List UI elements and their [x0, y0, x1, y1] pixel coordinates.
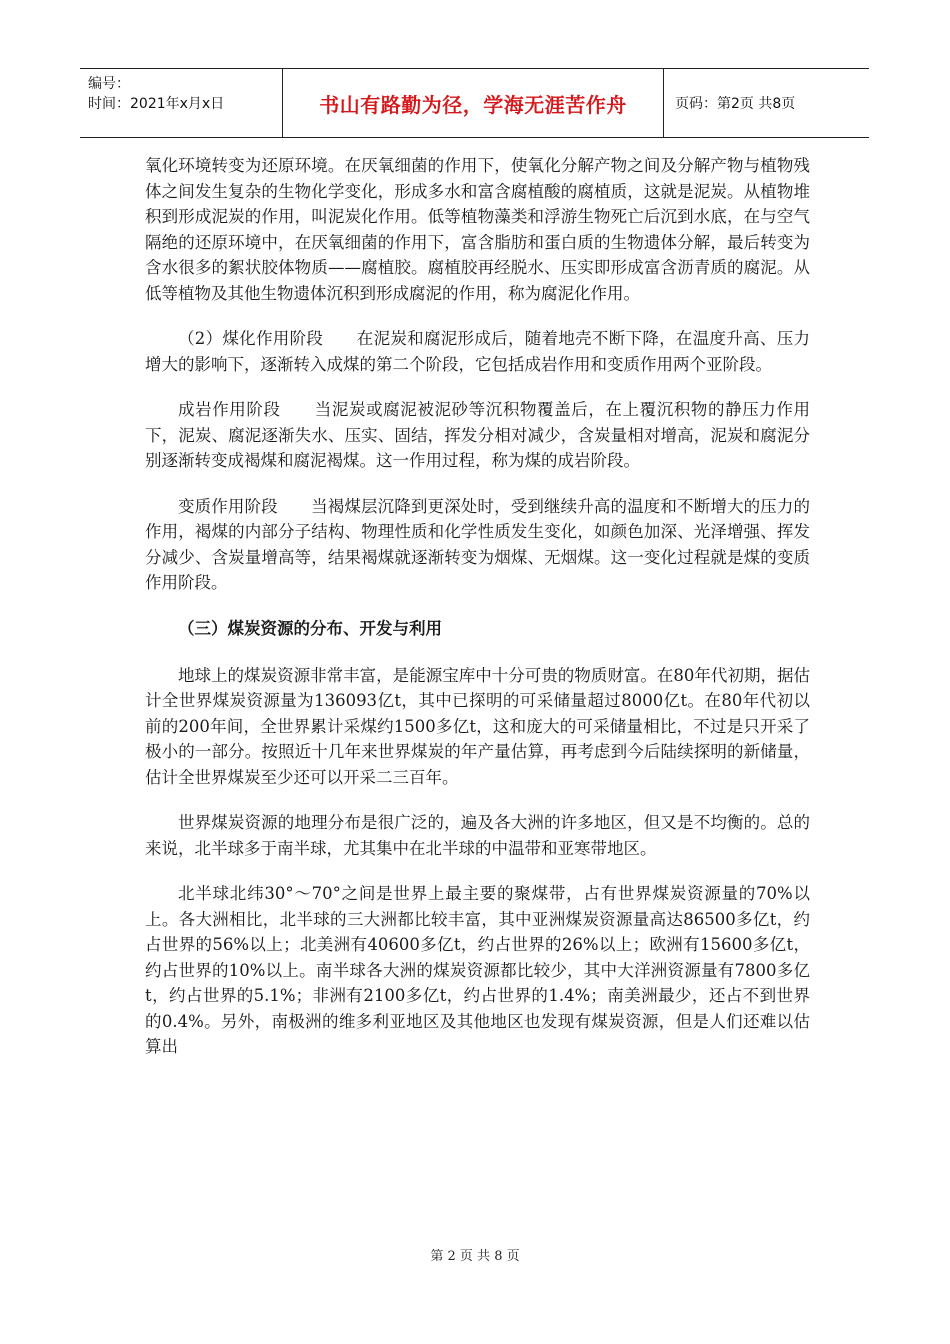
paragraph-metamorphism: 变质作用阶段 当褐煤层沉降到更深处时，受到继续升高的温度和不断增大的压力的作用，褐煤的内部分子结构、物理性质和化学性质发生变化，如颜色加深、光泽增强、挥发分减少、含炭量增高等，结果褐煤就逐渐转变为烟煤、无烟煤。这一变化过程就是煤的变质作用阶段。 — [145, 496, 810, 592]
paragraph-resources: 地球上的煤炭资源非常丰富，是能源宝库中十分可贵的物质财富。在80年代初期，据估计全世界煤炭资源量为136093亿t，其中已探明的可采储量超过8000亿t。在80年代初以前的200年间，全世界累计采煤约1500多亿t，这和庞大的可采储量相比，不过是只开采了极小的一部分。按照近十几年来世界煤炭的年产量估算，再考虑到今后陆续探明的新储量，估计全世界煤炭至少还可以开采二三百年。 — [145, 665, 810, 787]
paragraph-distribution: 世界煤炭资源的地理分布是很广泛的，遍及各大洲的许多地区，但又是不均衡的。总的来说，北半球多于南半球，尤其集中在北半球的中温带和亚寒带地区。 — [145, 813, 810, 858]
paragraph-northern-belt: 北半球北纬30°～70°之间是世界上最主要的聚煤带，占有世界煤炭资源量的70%以上。各大洲相比，北半球的三大洲都比较丰富，其中亚洲煤炭资源量高达86500多亿t，约占世界的56%以上；北美洲有40600多亿t，约占世界的26%以上；欧洲有15600多亿t，约占世界的10%以上。南半球各大洲的煤炭资源都比较少，其中大洋洲资源量有7800多亿t，约占世界的5.1%；非洲有2100多亿t，约占世界的1.4%；南美洲最少，还占不到世界的0.4%。另外，南极洲的维多利亚地区及其他地区也发现有煤炭资源，但是人们还难以估算出 — [145, 884, 810, 1056]
doc-time-label: 时间：2021年x月x日 — [88, 96, 225, 112]
doc-number-label: 编号： — [88, 76, 130, 92]
header-motto: 书山有路勤为径，学海无涯苦作舟 — [283, 69, 664, 137]
paragraph-coalification: （2）煤化作用阶段 在泥炭和腐泥形成后，随着地壳不断下降，在温度升高、压力增大的影响下，逐渐转入成煤的第二个阶段，它包括成岩作用和变质作用两个亚阶段。 — [145, 329, 810, 374]
section-heading: （三）煤炭资源的分布、开发与利用 — [178, 618, 442, 638]
header-page-info: 页码：第2页 共8页 — [675, 96, 796, 112]
paragraph-diagenesis: 成岩作用阶段 当泥炭或腐泥被泥砂等沉积物覆盖后，在上覆沉积物的静压力作用下，泥炭、腐泥逐渐失水、压实、固结，挥发分相对减少，含炭量相对增高，泥炭和腐泥分别逐渐转变成褐煤和腐泥褐煤。这一作用过程，称为煤的成岩阶段。 — [145, 400, 810, 470]
document-body — [145, 153, 810, 1080]
paragraph-peat: 氧化环境转变为还原环境。在厌氧细菌的作用下，使氧化分解产物之间及分解产物与植物残体之间发生复杂的生物化学变化，形成多水和富含腐植酸的腐植质，这就是泥炭。从植物堆积到形成泥炭的作用，叫泥炭化作用。低等植物藻类和浮游生物死亡后沉到水底，在与空气隔绝的还原环境中，在厌氧细菌的作用下，富含脂肪和蛋白质的生物遗体分解，最后转变为含水很多的絮状胶体物质——腐植胶。腐植胶再经脱水、压实即形成富含沥青质的腐泥。从低等植物及其他生物遗体沉积到形成腐泥的作用，称为腐泥化作用。 — [145, 156, 810, 303]
page-footer: 第 2 页 共 8 页 — [430, 1249, 520, 1264]
header-meta — [80, 69, 283, 137]
page-header — [80, 68, 869, 138]
